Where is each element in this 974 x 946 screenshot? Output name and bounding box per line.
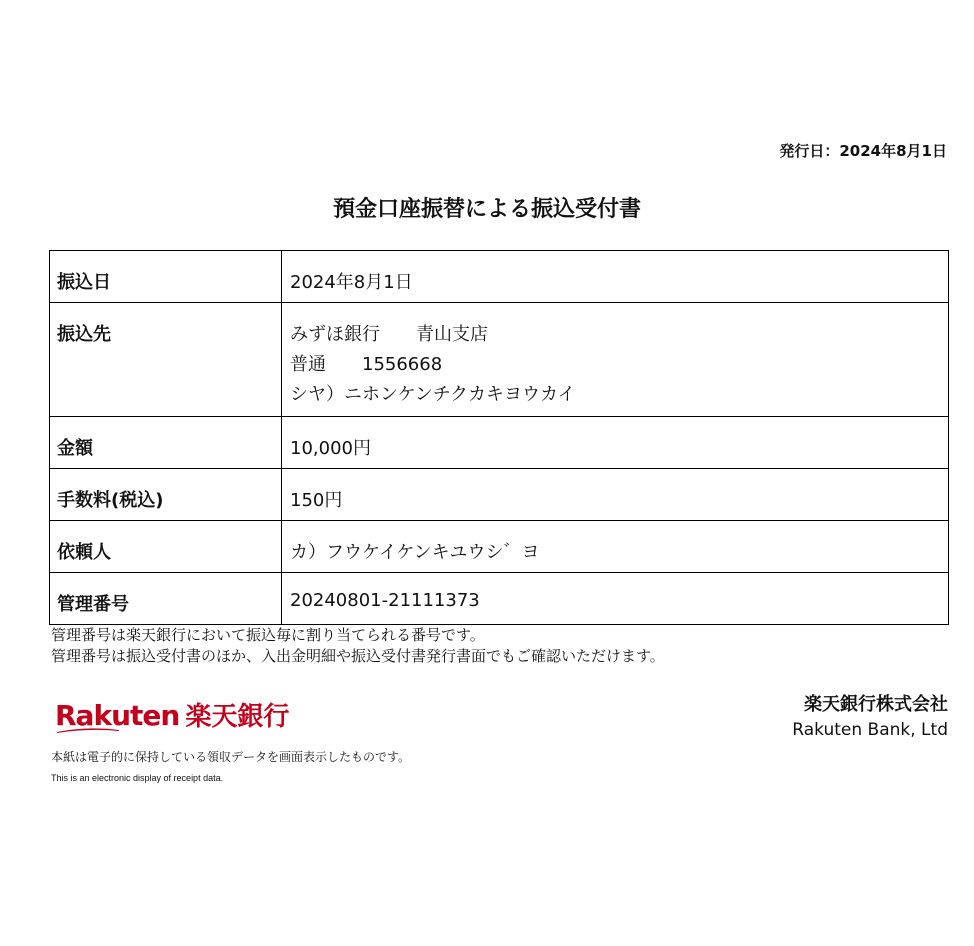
amount-label: 金額 (50, 417, 282, 469)
issue-date: 発行日：2024年8月1日 (779, 142, 947, 160)
payee-bank-branch: みずほ銀行 青山支店 (290, 324, 488, 345)
transfer-date-label: 振込日 (50, 251, 282, 303)
company-name-ja: 楽天銀行株式会社 (804, 694, 948, 715)
table-row (50, 521, 949, 573)
logo-latin-text: Rakuten (55, 699, 180, 732)
requester-value: カ）フウケイケンキユウシ゛ヨ (282, 521, 949, 573)
payee-account-name: シヤ）ニホンケンチクカキヨウカイ (290, 384, 576, 405)
requester-label: 依頼人 (50, 521, 282, 573)
table-row (50, 251, 949, 303)
company-name-en: Rakuten Bank, Ltd (792, 720, 948, 740)
payee-value (282, 303, 949, 417)
footer-note-en: This is an electronic display of receipt data. (51, 773, 224, 783)
table-row (50, 417, 949, 469)
transfer-date-value: 2024年8月1日 (282, 251, 949, 303)
fee-label: 手数料(税込) (50, 469, 282, 521)
company-info (792, 690, 948, 740)
payee-label: 振込先 (50, 303, 282, 417)
note-line: 管理番号は振込受付書のほか、入出金明細や振込受付書発行書面でもご確認いただけます。 (51, 647, 665, 665)
table-row (50, 303, 949, 417)
receipt-table (49, 250, 949, 625)
management-number-label: 管理番号 (50, 573, 282, 625)
logo-swoosh-icon (57, 727, 119, 733)
note-line: 管理番号は楽天銀行において振込毎に割り当てられる番号です。 (51, 626, 485, 644)
logo-kanji-text: 楽天銀行 (185, 702, 290, 732)
document-title: 預金口座振替による振込受付書 (332, 197, 641, 222)
fee-value: 150円 (282, 469, 949, 521)
management-number-value: 20240801-21111373 (282, 573, 949, 625)
table-row (50, 469, 949, 521)
amount-value: 10,000円 (282, 417, 949, 469)
table-row (50, 573, 949, 625)
rakuten-bank-logo (55, 696, 289, 733)
footer-note-ja: 本紙は電子的に保持している領収データを画面表示したものです。 (51, 750, 411, 764)
notes (51, 625, 665, 667)
payee-account: 普通 1556668 (290, 354, 443, 375)
